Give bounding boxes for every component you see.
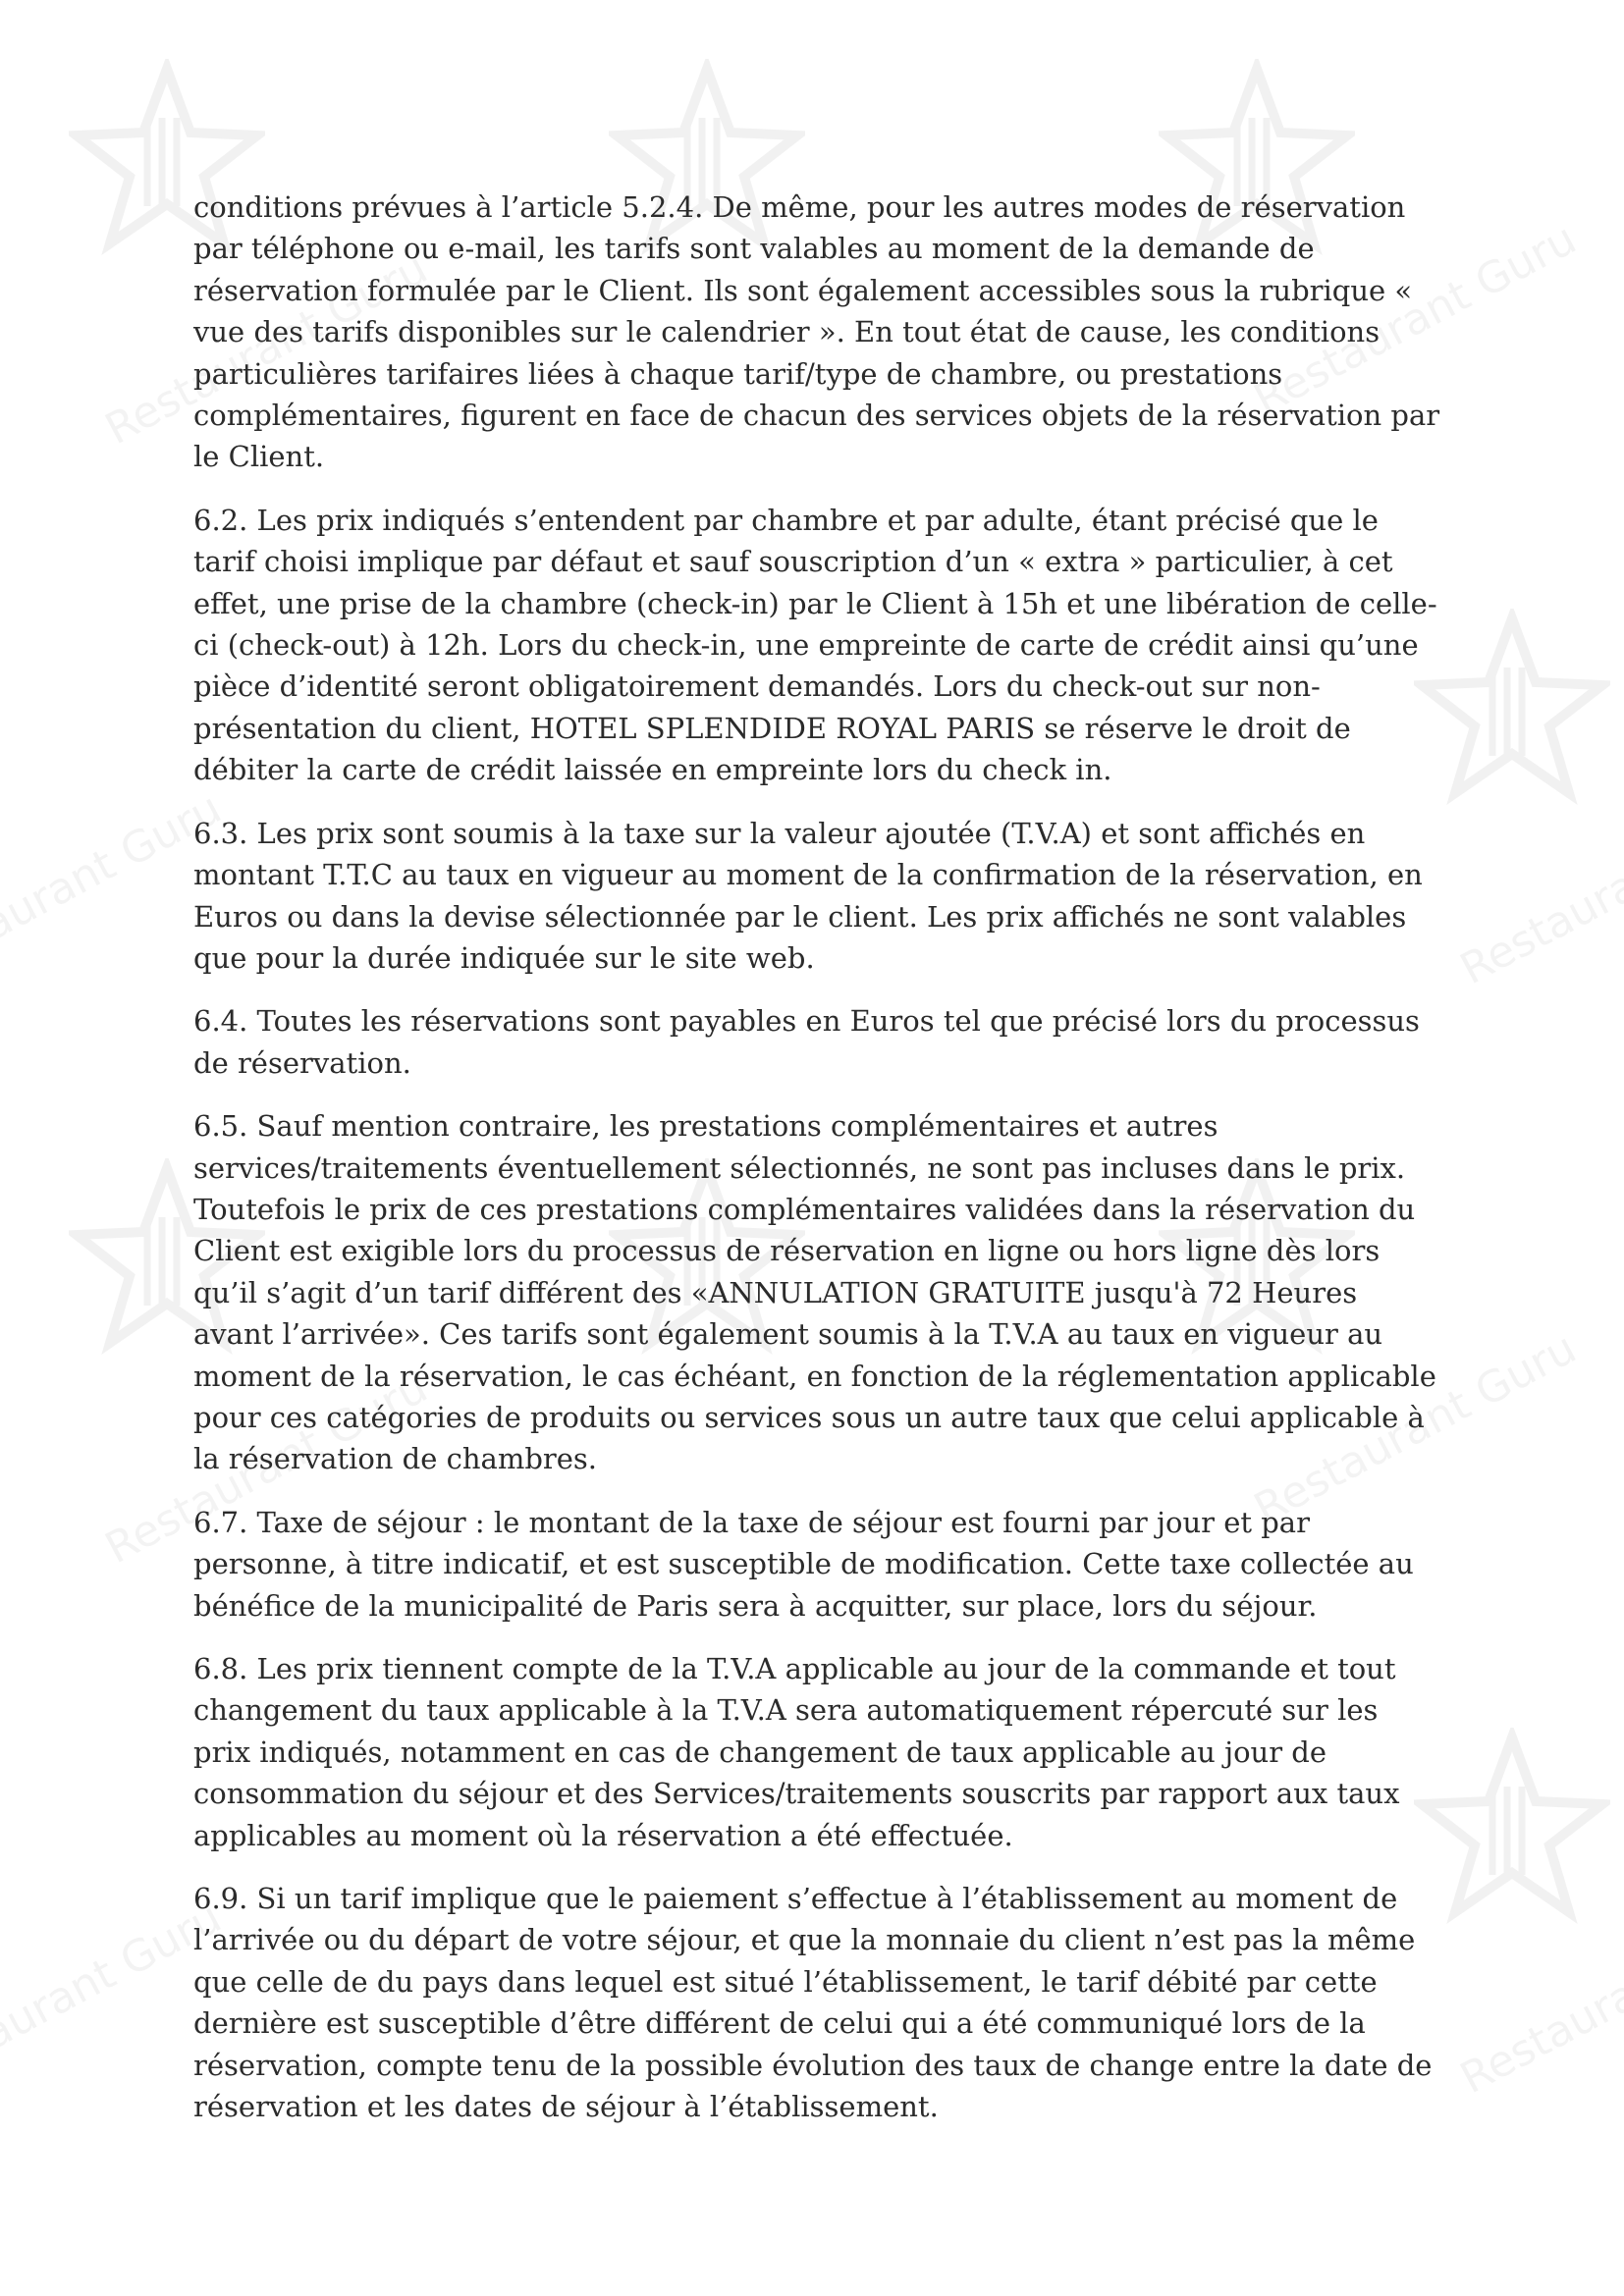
watermark-text bbox=[1452, 1893, 1624, 2104]
paragraph-pricing-conditions: conditions prévues à l’article 5.2.4. De même, pour les autres modes de réservation par téléphone ou e-mail, les tarifs sont valables au moment de la demande de réservation formulée par le Client. Ils sont également accessibles sous la rubrique « vue des tarifs disponibles sur le calendrier ». En tout état de cause, les conditions particulières tarifaires liées à chaque tarif/type de chambre, ou prestations complémentaires, figurent en face de chacun des services objets de la réservation par le Client. bbox=[193, 190, 1440, 474]
paragraph-6-3: 6.3. Les prix sont soumis à la taxe sur la valeur ajoutée (T.V.A) et sont affichés en montant T.T.C au taux en vigueur au moment de la confirmation de la réservation, en Euros ou dans la devise sélectionnée par le client. Les prix affichés ne sont valables que pour la durée indiquée sur le site web. bbox=[193, 816, 1423, 975]
document-body bbox=[193, 187, 1440, 2149]
paragraph-6-7: 6.7. Taxe de séjour : le montant de la taxe de séjour est fourni par jour et par personne, à titre indicatif, et est susceptible de modification. Cette taxe collectée au bénéfice de la municipalité de Paris sera à acquitter, sur place, lors du séjour. bbox=[193, 1505, 1414, 1623]
paragraph-6-8: 6.8. Les prix tiennent compte de la T.V.A applicable au jour de la commande et tout changement du taux applicable à la T.V.A sera automatiquement répercuté sur les prix indiqués, notamment en cas de changement de taux applicable au jour de consommation du séjour et des Services/traitements souscrits par rapport aux taux applicables au moment où la réservation a été effectuée. bbox=[193, 1652, 1400, 1852]
paragraph-6-4: 6.4. Toutes les réservations sont payables en Euros tel que précisé lors du processus de réservation. bbox=[193, 1004, 1420, 1080]
paragraph-6-2: 6.2. Les prix indiqués s’entendent par chambre et par adulte, étant précisé que le tarif choisi implique par défaut et sauf souscription d’un « extra » particulier, à cet effet, une prise de la chambre (check-in) par le Client à 15h et une libération de celle-ci (check-out) à 12h. Lors du check-in, une empreinte de carte de crédit ainsi qu’une pièce d’identité seront obligatoirement demandés. Lors du check-out sur non-présentation du client, HOTEL SPLENDIDE ROYAL PARIS se réserve le droit de débiter la carte de crédit laissée en empreinte lors du check in. bbox=[193, 503, 1437, 787]
watermark-text bbox=[1452, 783, 1624, 994]
paragraph-6-9: 6.9. Si un tarif implique que le paiement s’effectue à l’établissement au moment de l’arrivée ou du départ de votre séjour, et que la monnaie du client n’est pas la même que celle de du pays dans lequel est situé l’établissement, le tarif débité par cette dernière est susceptible d’être différent de celui qui a été communiqué lors de la réservation, compte tenu de la possible évolution des taux de change entre la date de réservation et les dates de séjour à l’établissement. bbox=[193, 1882, 1433, 2124]
paragraph-6-5: 6.5. Sauf mention contraire, les prestations complémentaires et autres services/traitements éventuellement sélectionnés, ne sont pas incluses dans le prix. Toutefois le prix de ces prestations complémentaires validées dans la réservation du Client est exigible lors du processus de réservation en ligne ou hors ligne dès lors qu’il s’agit d’un tarif différent des «ANNULATION GRATUITE jusqu'à 72 Heures avant l’arrivée». Ces tarifs sont également soumis à la T.V.A au taux en vigueur au moment de la réservation, le cas échéant, en fonction de la réglementation applicable pour ces catégories de produits ou services sous un autre taux que celui applicable à la réservation de chambres. bbox=[193, 1109, 1436, 1476]
fork-knife-star-icon bbox=[1414, 1728, 1610, 1934]
fork-knife-star-icon bbox=[1414, 609, 1610, 815]
